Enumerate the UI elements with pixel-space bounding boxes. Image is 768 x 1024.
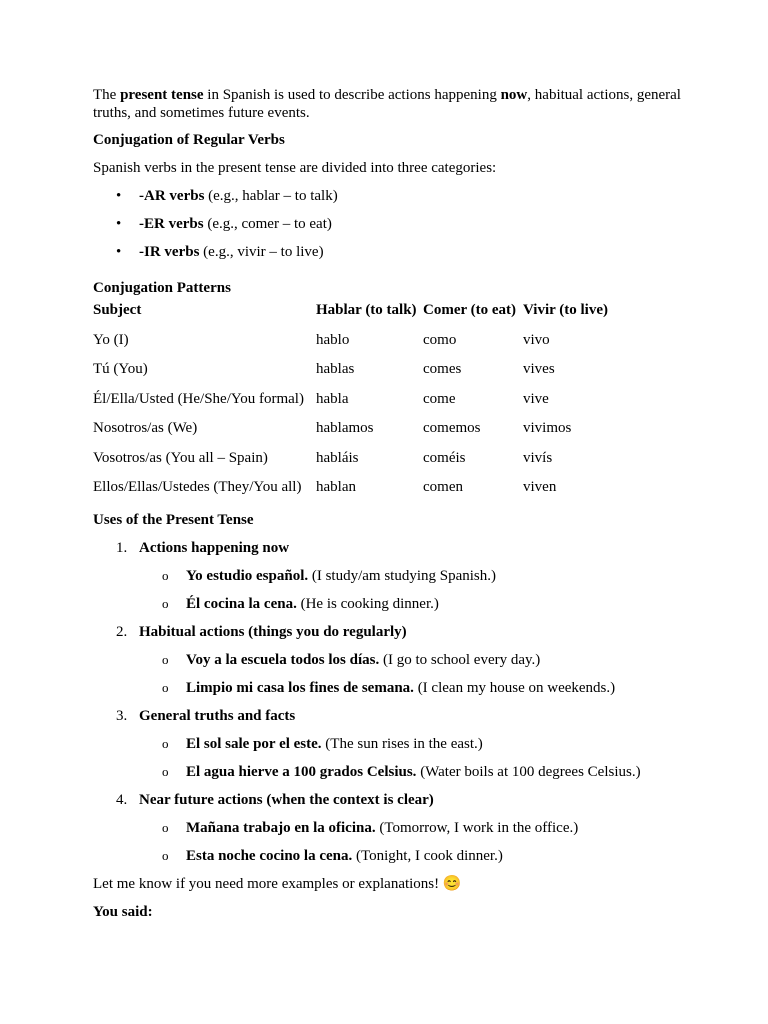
table-cell: Tú (You) xyxy=(93,361,148,377)
use-title-text: Actions happening now xyxy=(139,539,290,556)
use-title-text: Near future actions (when the context is clear) xyxy=(139,791,434,808)
list-number: 1. xyxy=(116,539,128,556)
use-title xyxy=(93,539,683,567)
verb-categories-list xyxy=(93,187,683,271)
table-cell: Ellos/Ellas/Ustedes (They/You all) xyxy=(93,479,302,495)
table-cell: hablan xyxy=(316,479,356,495)
example-spanish: Yo estudio español. xyxy=(186,567,309,584)
use-title xyxy=(93,623,683,651)
example-english: (I study/am studying Spanish.) xyxy=(308,567,497,584)
list-number: 3. xyxy=(116,707,128,724)
example-english: (The sun rises in the east.) xyxy=(321,735,483,752)
example-spanish: Voy a la escuela todos los días. xyxy=(186,651,380,668)
table-cell: habla xyxy=(316,390,349,407)
examples-list xyxy=(93,819,683,875)
list-number: 2. xyxy=(116,623,128,640)
closing-text: Let me know if you need more examples or explanations! 😊 xyxy=(93,875,462,892)
table-cell: Vosotros/as (You all – Spain) xyxy=(93,449,268,466)
table-cell: Él/Ella/Usted (He/She/You formal) xyxy=(93,390,304,407)
table-header: Comer (to eat) xyxy=(423,302,517,318)
use-title-text: Habitual actions (things you do regularly) xyxy=(139,623,407,640)
list-item xyxy=(93,215,683,243)
table-cell: Yo (I) xyxy=(93,331,129,348)
table-cell: vivo xyxy=(523,331,550,348)
example-spanish: Limpio mi casa los fines de semana. xyxy=(186,679,414,696)
table-cell: habláis xyxy=(316,449,359,466)
table-cell: hablo xyxy=(316,331,350,348)
example-item xyxy=(93,595,683,623)
examples-list xyxy=(93,567,683,623)
table-row xyxy=(92,449,625,479)
table-cell: vive xyxy=(523,390,549,407)
hollow-circle-icon: o xyxy=(162,651,169,667)
use-title-text: General truths and facts xyxy=(139,707,296,724)
hollow-circle-icon: o xyxy=(162,819,169,835)
intro-text: , habitual actions, general truths, and sometimes future events. xyxy=(93,87,681,121)
table-cell: Nosotros/as (We) xyxy=(93,420,198,436)
uses-list xyxy=(93,539,683,875)
use-title xyxy=(93,707,683,735)
table-cell: como xyxy=(423,331,457,348)
example-item xyxy=(93,819,683,847)
example-spanish: El agua hierve a 100 grados Celsius. xyxy=(186,763,417,780)
table-header: Vivir (to live) xyxy=(523,302,608,318)
example-item xyxy=(93,651,683,679)
examples-list xyxy=(93,651,683,707)
table-header-row xyxy=(92,301,625,331)
bullet-icon: • xyxy=(116,244,122,260)
you-said-label: You said: xyxy=(93,903,153,920)
example-english: (Tonight, I cook dinner.) xyxy=(352,847,503,864)
table-cell: hablas xyxy=(316,361,355,377)
bullet-icon: • xyxy=(116,188,122,204)
bullet-icon: • xyxy=(116,216,122,232)
table-cell: comemos xyxy=(423,420,481,436)
conjugation-table xyxy=(92,301,625,508)
example-spanish: El sol sale por el este. xyxy=(186,735,322,752)
table-cell: comen xyxy=(423,479,463,495)
example-item xyxy=(93,735,683,763)
table-row xyxy=(92,390,625,420)
category-text: (e.g., vivir – to live) xyxy=(199,244,324,260)
list-item xyxy=(93,243,683,271)
example-item xyxy=(93,847,683,875)
category-text: (e.g., comer – to eat) xyxy=(203,216,332,232)
example-item xyxy=(93,679,683,707)
table-header: Subject xyxy=(93,302,142,318)
table-cell: hablamos xyxy=(316,420,374,436)
list-item xyxy=(93,707,683,791)
example-item xyxy=(93,763,683,791)
table-row xyxy=(92,360,625,390)
table-row xyxy=(92,331,625,361)
heading-uses: Uses of the Present Tense xyxy=(93,511,254,528)
heading-conjugation-patterns: Conjugation Patterns xyxy=(93,280,231,296)
example-spanish: Mañana trabajo en la oficina. xyxy=(186,819,376,836)
table-row xyxy=(92,478,625,508)
list-item xyxy=(93,539,683,623)
intro-bold-present-tense: present tense xyxy=(120,87,204,103)
list-item xyxy=(93,623,683,707)
example-english: (I clean my house on weekends.) xyxy=(413,679,616,696)
intro-text: in Spanish is used to describe actions happening xyxy=(203,87,501,103)
example-spanish: Él cocina la cena. xyxy=(186,595,297,612)
table-header: Hablar (to talk) xyxy=(316,302,417,318)
table-cell: viven xyxy=(523,479,557,495)
example-english: (Tomorrow, I work in the office.) xyxy=(375,819,579,836)
intro-paragraph xyxy=(93,86,683,122)
categories-intro: Spanish verbs in the present tense are divided into three categories: xyxy=(93,160,497,176)
example-english: (I go to school every day.) xyxy=(379,651,541,668)
table-cell: vives xyxy=(523,361,555,377)
document-page xyxy=(93,86,683,931)
list-number: 4. xyxy=(116,791,128,808)
hollow-circle-icon: o xyxy=(162,847,169,863)
table-cell: vivís xyxy=(523,449,553,466)
examples-list xyxy=(93,735,683,791)
intro-bold-now: now xyxy=(500,87,528,103)
example-english: (He is cooking dinner.) xyxy=(296,595,439,612)
category-bold: -ER verbs xyxy=(139,216,204,232)
list-item xyxy=(93,187,683,215)
intro-text: The xyxy=(93,87,121,103)
example-spanish: Esta noche cocino la cena. xyxy=(186,847,353,864)
table-cell: come xyxy=(423,390,456,407)
table-cell: vivimos xyxy=(523,420,572,436)
hollow-circle-icon: o xyxy=(162,735,169,751)
category-bold: -IR verbs xyxy=(139,244,200,260)
category-text: (e.g., hablar – to talk) xyxy=(204,188,338,204)
list-item xyxy=(93,791,683,875)
hollow-circle-icon: o xyxy=(162,567,169,583)
example-english: (Water boils at 100 degrees Celsius.) xyxy=(416,763,641,780)
hollow-circle-icon: o xyxy=(162,679,169,695)
hollow-circle-icon: o xyxy=(162,595,169,611)
hollow-circle-icon: o xyxy=(162,763,169,779)
example-item xyxy=(93,567,683,595)
category-bold: -AR verbs xyxy=(139,188,205,204)
table-cell: coméis xyxy=(423,449,466,466)
heading-conjugation-regular: Conjugation of Regular Verbs xyxy=(93,132,285,148)
use-title xyxy=(93,791,683,819)
table-row xyxy=(92,419,625,449)
table-cell: comes xyxy=(423,361,462,377)
